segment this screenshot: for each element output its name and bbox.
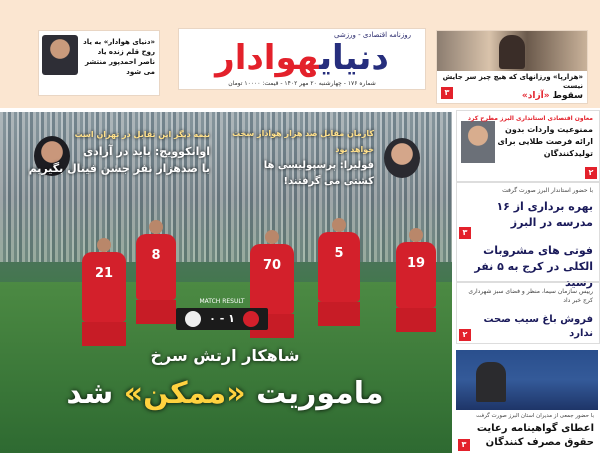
player <box>318 232 360 302</box>
teaser-person <box>499 35 525 69</box>
player <box>82 252 126 322</box>
story-title-secondary: فوتی های مشروبات الکلی در کرج به ۵ نفر رسید <box>474 244 593 289</box>
story-title: بهره برداری از ۱۶ مدرسه در البرز <box>496 200 593 229</box>
player-number: 19 <box>406 256 426 271</box>
official-photo <box>461 121 495 163</box>
left-kicker: نیمه دیگر این تقابل در تهران است <box>74 130 210 139</box>
story-title: فروش باغ سیب صحت ندارد <box>483 314 593 339</box>
page-badge: ۲ <box>585 167 597 179</box>
player-number: 5 <box>334 246 344 261</box>
memorial-text: «دنیای هوادار» به یاد روح قلم زنده یاد ناصر احمدپور منتشر می شود <box>83 38 155 76</box>
header-band <box>0 0 600 108</box>
scoreboard <box>176 308 268 330</box>
mid-title-line2: کشتی می گرفتند! <box>283 176 374 187</box>
masthead-title-part2: هوادار <box>215 38 320 78</box>
right-column <box>454 110 600 453</box>
page-badge: ۳ <box>459 227 471 239</box>
hero-story-middle[interactable] <box>224 126 374 190</box>
player-number: 70 <box>262 258 282 273</box>
header-teaser[interactable] <box>436 30 588 104</box>
score-label: MATCH RESULT <box>199 298 245 305</box>
team-logo <box>243 311 259 327</box>
left-title-line1: اوانکوویچ: باید در آزادی <box>83 145 210 158</box>
mid-kicker: کارمان مقابل صد هزار هوادار سخت خواهد بود <box>232 129 374 154</box>
masthead-title-part1: دنیای <box>319 38 389 78</box>
teaser-text: «هزارپا» ورزانهای که هیچ چیز سر جایش نیست <box>442 73 583 90</box>
page-badge: ۳ <box>458 439 470 451</box>
story-consumer-rights[interactable] <box>456 350 598 453</box>
player <box>396 242 436 308</box>
teaser-caption-part1: سقوط <box>552 91 583 101</box>
page-badge: ۳ <box>441 87 453 99</box>
opponent-coach-portrait <box>384 138 420 178</box>
memorial-photo <box>42 35 78 75</box>
player-number: 8 <box>151 248 161 263</box>
headline-part1: ماموریت <box>256 376 384 411</box>
teaser-caption-part2: «آزاد» <box>521 91 550 101</box>
story-apple-garden[interactable] <box>456 282 600 344</box>
ceremony-person <box>476 362 506 402</box>
player <box>136 234 176 300</box>
story-kicker: رییس سازمان سیما، منظر و فضای سبز شهرداری کرج خبر داد <box>468 288 593 304</box>
hero-story-left[interactable] <box>20 126 210 177</box>
story-title: اعطای گواهینامه رعایت حقوق مصرف کنندگان <box>476 423 594 448</box>
masthead <box>178 28 426 90</box>
hero-tagline: شاهکار ارتش سرخ <box>150 346 300 365</box>
hero-photo[interactable] <box>0 112 452 453</box>
score-value: ۱ - ۰ <box>209 312 235 325</box>
masthead-subtitle: روزنامه اقتصادی - ورزشی <box>334 31 411 39</box>
memorial-box <box>38 30 160 96</box>
player-number: 21 <box>94 266 114 281</box>
story-kicker: با حضور استاندار البرز صورت گرفت <box>502 187 593 194</box>
story-title: ممنوعیت واردات بدون ارائه فرصت طلایی برای تولیدکنندگان <box>497 125 593 158</box>
headline-part3: شد <box>66 376 114 411</box>
story-imports[interactable] <box>456 110 600 182</box>
team-logo <box>185 311 201 327</box>
masthead-issue-info: شماره ۱۷۶ - چهارشنبه ۲۰ مهر ۱۴۰۲ - قیمت: ۱۰۰۰۰ تومان <box>228 80 376 87</box>
story-kicker: با حضور جمعی از مدیران استان البرز صورت گرفت <box>476 413 594 419</box>
headline-part2: «ممکن» <box>123 376 246 411</box>
left-title-line2: با صدهزار نفر جشن فینال بگیریم <box>28 162 210 175</box>
mid-title-line1: فولیرا: پرسپولیسی ها <box>263 160 374 171</box>
main-headline[interactable] <box>30 374 420 414</box>
page-badge: ۲ <box>459 329 471 341</box>
masthead-logo <box>179 39 425 77</box>
story-kicker: معاون اقتصادی استانداری البرز مطرح کرد <box>467 115 593 122</box>
story-schools[interactable] <box>456 182 600 289</box>
teaser-caption <box>522 91 583 101</box>
